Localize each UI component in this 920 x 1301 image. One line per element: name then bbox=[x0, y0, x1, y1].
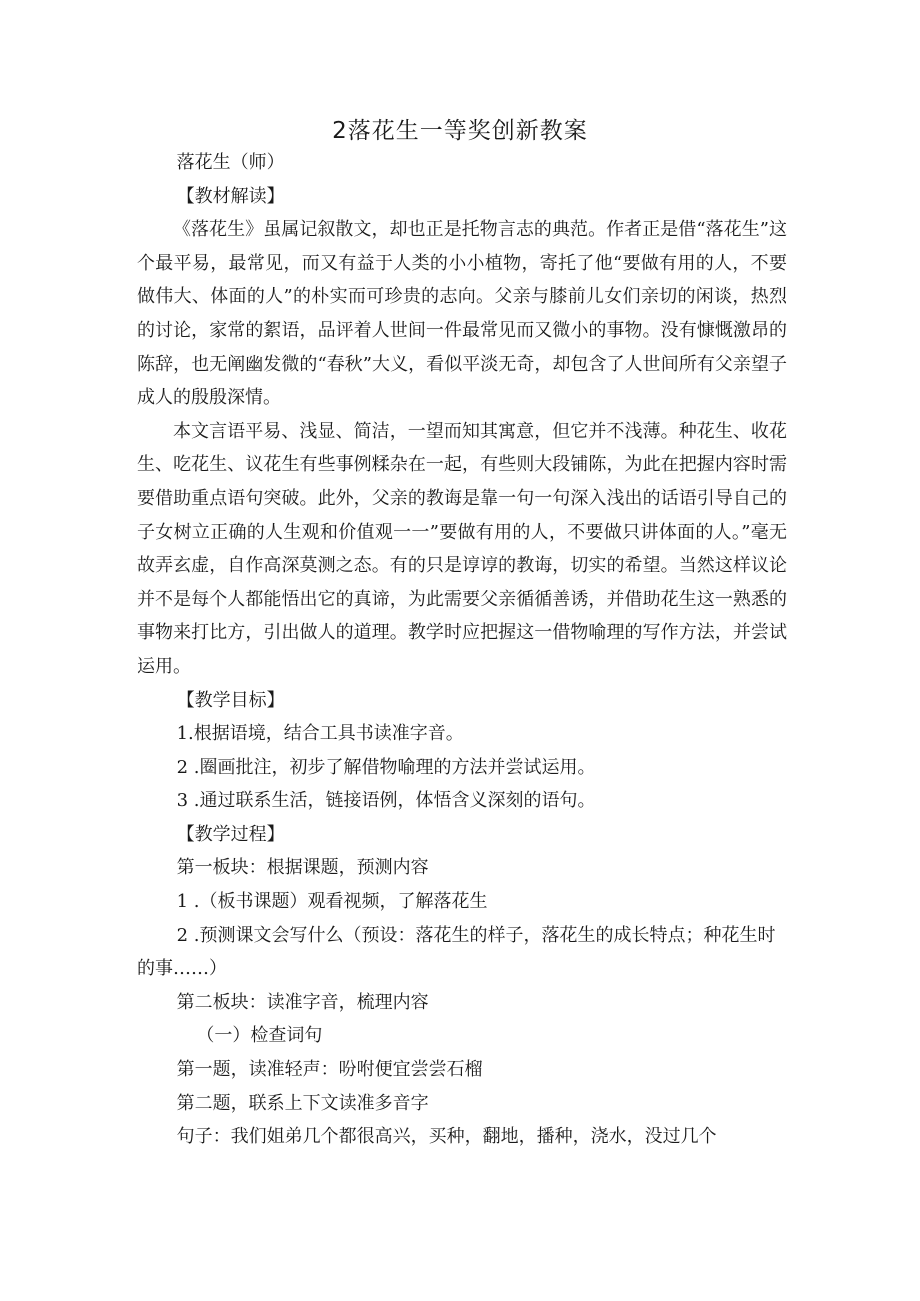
paragraph-interpretation-1: 《落花生》虽属记叙散文，却也正是托物言志的典范。作者正是借“落花生”这个最平易，最常见，而又有益于人类的小小植物，寄托了他“要做有用的人，不要做伟大、体面的人”的朴实而可珍贵的志向。父亲与膝前儿女们亲切的闲谈，热烈的讨论，家常的絮语，品评着人世间一件最常见而又微小的事物。没有慷慨激昂的陈辞，也无阐幽发微的“春秋”大义，看似平淡无奇，却包含了人世间所有父亲望子成人的殷殷深情。 bbox=[137, 219, 787, 409]
goal-item-3: 3 .通过联系生活，链接语例，体悟含义深刻的语句。 bbox=[176, 790, 596, 812]
document-title: 2落花生一等奖创新教案 bbox=[332, 118, 588, 144]
block2-sentence: 句子：我们姐弟几个都很高兴，买种，翻地，播种，浇水，没过几个 bbox=[176, 1126, 717, 1148]
section-heading-process: 【教学过程】 bbox=[176, 823, 285, 845]
paragraph-interpretation-2: 本文言语平易、浅显、简洁，一望而知其寓意，但它并不浅薄。种花生、收花生、吃花生、议花生有些事例糅杂在一起，有些则大段铺陈，为此在把握内容时需要借助重点语句突破。此外，父亲的教诲是靠一句一句深入浅出的话语引导自己的子女树立正确的人生观和价值观一一”要做有用的人，不要做只讲体面的人。”毫无故弄玄虚，自作高深莫测之态。有的只是谆谆的教诲，切实的希望。当然这样议论并不是每个人都能悟出它的真谛，为此需要父亲循循善诱，并借助花生这一熟悉的事物来打比方，引出做人的道理。教学时应把握这一借物喻理的写作方法，并尝试运用。 bbox=[137, 420, 787, 677]
block2-question-2: 第二题，联系上下文读准多音字 bbox=[176, 1092, 429, 1114]
goal-item-2: 2 .圈画批注，初步了解借物喻理的方法并尝试运用。 bbox=[176, 756, 596, 778]
block2-subheading-1: （一）检查词句 bbox=[196, 1025, 323, 1047]
block2-question-1: 第一题，读准轻声：吩咐便宜尝尝石榴 bbox=[176, 1059, 483, 1081]
block2-heading: 第二板块：读准字音，梳理内容 bbox=[176, 991, 429, 1013]
block1-item-2: 2 .预测课文会写什么（预设：落花生的样子，落花生的成长特点；种花生时的事……） bbox=[137, 924, 776, 980]
goal-item-1: 1.根据语境，结合工具书读准字音。 bbox=[176, 723, 464, 745]
section-heading-interpretation: 【教材解读】 bbox=[176, 185, 285, 207]
block1-heading: 第一板块：根据课题，预测内容 bbox=[176, 857, 429, 879]
document-body bbox=[137, 146, 787, 1154]
byline: 落花生（师） bbox=[176, 152, 285, 173]
section-heading-goals: 【教学目标】 bbox=[176, 689, 285, 711]
block1-item-1: 1 .（板书课题）观看视频，了解落花生 bbox=[176, 891, 488, 913]
